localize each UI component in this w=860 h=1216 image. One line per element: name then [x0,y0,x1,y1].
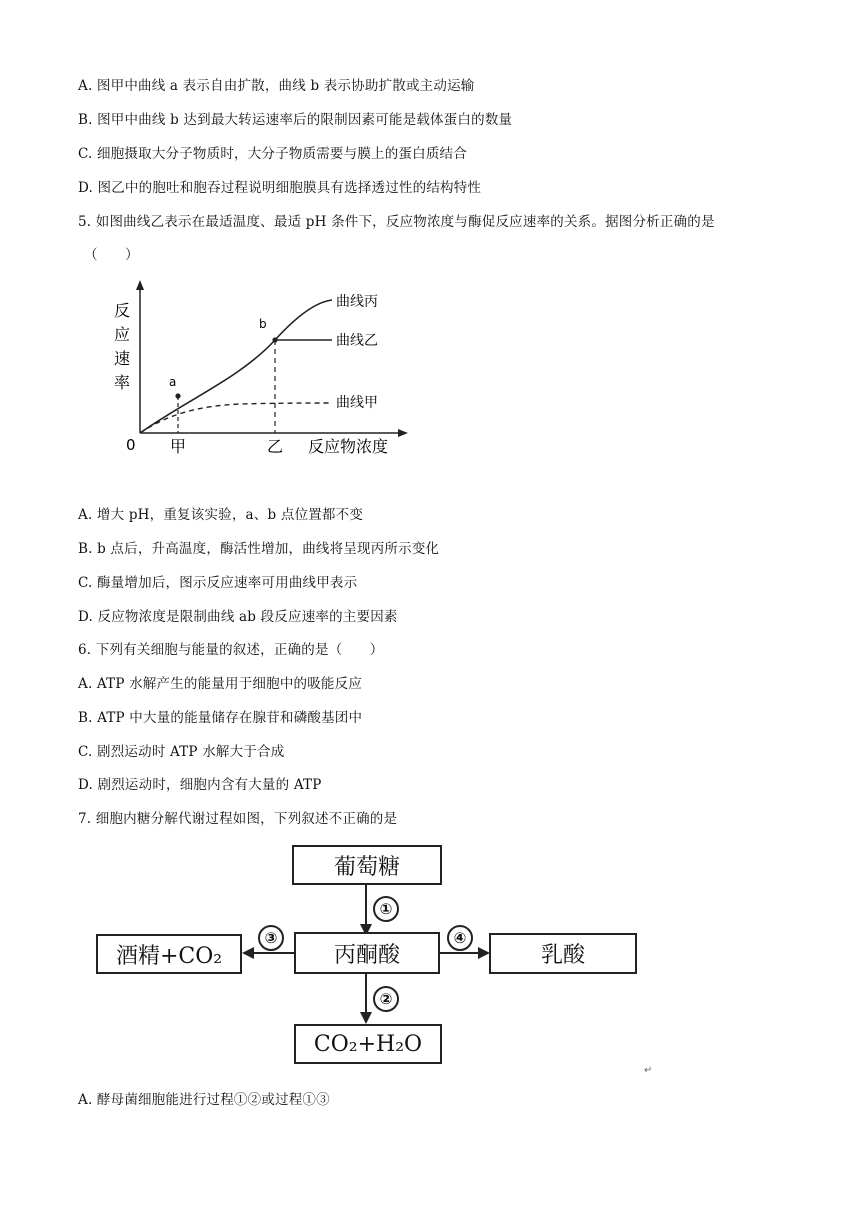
q6-option-c: C. 剧烈运动时 ATP 水解大于合成 [78,744,285,760]
label-curve-jia: 曲线甲 [336,395,378,411]
step-4-marker: ④ [447,925,473,951]
curve-jia [140,403,332,433]
q5-option-a: A. 增大 pH，重复该实验，a、b 点位置都不变 [78,507,364,523]
glucose-box: 葡萄糖 [292,845,442,885]
q4-option-d: D. 图乙中的胞吐和胞吞过程说明细胞膜具有选择透过性的结构特性 [78,180,482,196]
q7-option-a: A. 酵母菌细胞能进行过程①②或过程①③ [78,1092,330,1108]
lactic-acid-box: 乳酸 [489,933,637,974]
ylabel-char-2: 应 [114,325,131,344]
step-2-marker: ② [373,986,399,1012]
q4-option-b: B. 图甲中曲线 b 达到最大转运速率后的限制因素可能是载体蛋白的数量 [78,112,513,128]
ylabel-char-4: 率 [114,373,131,392]
q6-option-d: D. 剧烈运动时，细胞内含有大量的 ATP [78,777,322,793]
q6-option-b: B. ATP 中大量的能量储存在腺苷和磷酸基团中 [78,710,363,726]
q6-option-a: A. ATP 水解产生的能量用于细胞中的吸能反应 [78,676,363,692]
x-tick-jia: 甲 [170,437,187,456]
q5-stem: 5. 如图曲线乙表示在最适温度、最适 pH 条件下，反应物浓度与酶促反应速率的关系。据图分析正确的是 [78,214,715,230]
step-3-marker: ③ [258,925,284,951]
q5-paren: （ ） [84,247,139,263]
point-b [272,337,277,342]
return-mark: ↵ [644,1065,653,1076]
label-curve-yi: 曲线乙 [336,333,378,349]
q7-stem: 7. 细胞内糖分解代谢过程如图，下列叙述不正确的是 [78,811,398,827]
arrow-3-head [242,947,254,959]
y-axis-arrow [136,280,144,290]
ylabel-char-3: 速 [114,349,131,368]
step-1-marker: ① [373,896,399,922]
q5-option-d: D. 反应物浓度是限制曲线 ab 段反应速率的主要因素 [78,609,398,625]
x-axis-arrow [398,429,408,437]
q5-graph-svg [100,278,410,468]
curve-bing [140,300,332,433]
q5-option-b: B. b 点后，升高温度，酶活性增加，曲线将呈现丙所示变化 [78,541,440,557]
arrow-2-head [360,1012,372,1024]
pyruvate-box: 丙酮酸 [294,932,440,974]
q4-option-c: C. 细胞摄取大分子物质时，大分子物质需要与膜上的蛋白质结合 [78,146,467,162]
co2-h2o-box: CO₂+H₂O [294,1024,442,1064]
q5-enzyme-graph [100,278,410,468]
alcohol-co2-box: 酒精+CO₂ [96,934,242,974]
point-a [175,393,180,398]
label-curve-bing: 曲线丙 [336,294,378,310]
origin-label: 0 [126,436,136,454]
q6-stem: 6. 下列有关细胞与能量的叙述，正确的是（ ） [78,642,384,658]
x-axis-label: 反应物浓度 [308,437,389,456]
q5-option-c: C. 酶量增加后，图示反应速率可用曲线甲表示 [78,575,358,591]
label-a: a [169,375,177,389]
x-tick-yi: 乙 [267,437,284,456]
label-b: b [259,317,267,331]
q4-option-a: A. 图甲中曲线 a 表示自由扩散，曲线 b 表示协助扩散或主动运输 [78,78,475,94]
ylabel-char-1: 反 [114,301,131,320]
